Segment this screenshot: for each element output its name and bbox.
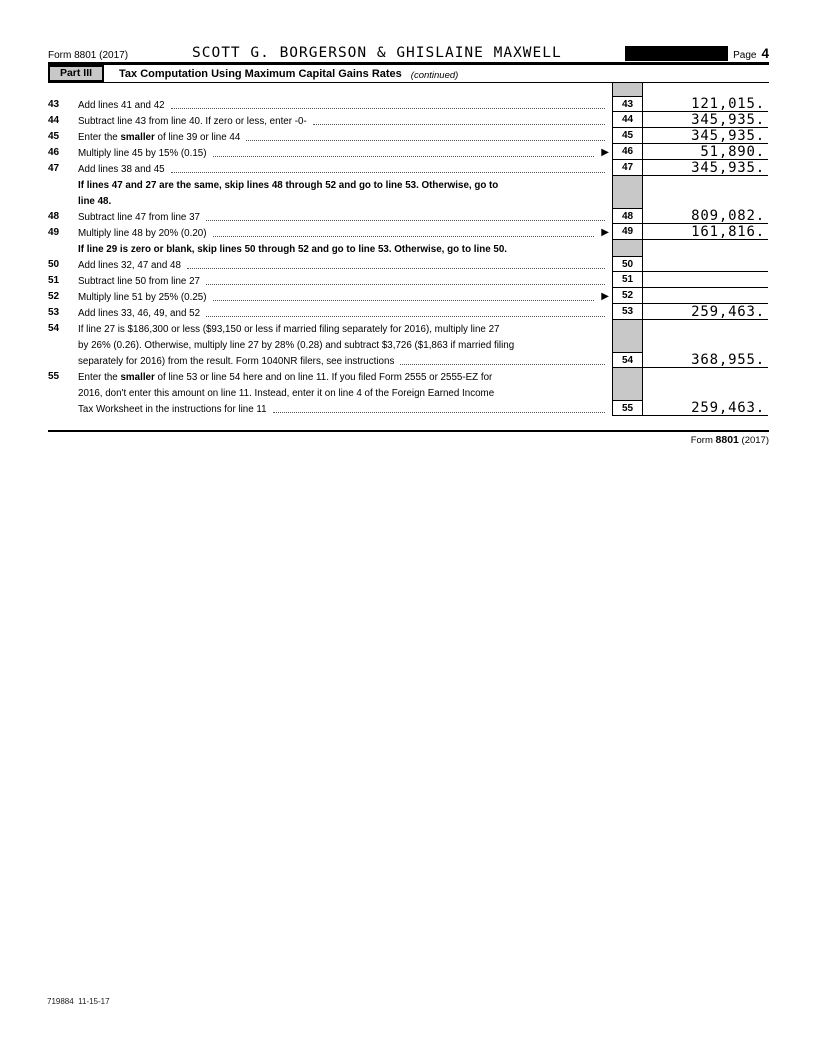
page-number: 4 bbox=[761, 46, 769, 61]
form-line-43 bbox=[45, 96, 768, 112]
line-description: If line 27 is $186,300 or less ($93,150 or less if married filing separately for 2016), multiply line 27 bbox=[78, 324, 500, 335]
amount-line-43: 121,015. bbox=[643, 96, 768, 112]
dotted-leader bbox=[171, 172, 605, 173]
dotted-leader bbox=[246, 140, 605, 141]
redaction-box bbox=[625, 46, 728, 61]
entry-box-number: 45 bbox=[612, 128, 643, 144]
part-iii-header bbox=[48, 65, 769, 83]
dotted-leader bbox=[313, 124, 605, 125]
right-arrow-icon: ▶ bbox=[601, 291, 609, 302]
line-description: Subtract line 43 from line 40. If zero or less, enter -0- bbox=[78, 116, 307, 127]
dotted-leader bbox=[206, 316, 605, 317]
dotted-leader bbox=[273, 412, 605, 413]
entry-box-number: 54 bbox=[612, 352, 643, 368]
form-line-54-text bbox=[45, 320, 768, 336]
line-description-bold: smaller bbox=[120, 132, 155, 143]
footer-form-label bbox=[691, 434, 769, 446]
line-number: 52 bbox=[48, 291, 60, 302]
form-line-44 bbox=[45, 112, 768, 128]
form-line-54 bbox=[45, 352, 768, 368]
form-line-51 bbox=[45, 272, 768, 288]
line-description: Add lines 41 and 42 bbox=[78, 100, 165, 111]
form-line-48 bbox=[45, 208, 768, 224]
entry-box-number: 50 bbox=[612, 256, 643, 272]
tax-computation-table bbox=[45, 83, 768, 416]
table-row bbox=[45, 83, 768, 96]
line-number: 47 bbox=[48, 163, 60, 174]
line-description: Subtract line 50 from line 27 bbox=[78, 276, 200, 287]
shaded-cell bbox=[612, 336, 643, 352]
amount-line-46: 51,890. bbox=[643, 144, 768, 160]
page-indicator bbox=[733, 46, 769, 61]
amount-line-52 bbox=[643, 288, 768, 304]
amount-line-55: 259,463. bbox=[643, 400, 768, 416]
form-line-46 bbox=[45, 144, 768, 160]
footer-rule bbox=[48, 430, 769, 432]
line-number: 48 bbox=[48, 211, 60, 222]
amount-line-45: 345,935. bbox=[643, 128, 768, 144]
amount-line-51 bbox=[643, 272, 768, 288]
line-description: Enter the bbox=[78, 132, 121, 143]
line-number: 55 bbox=[48, 371, 60, 382]
print-code: 719884 11-15-17 bbox=[47, 997, 110, 1006]
shaded-cell bbox=[612, 320, 643, 336]
form-line-54-text bbox=[45, 336, 768, 352]
dotted-leader bbox=[187, 268, 605, 269]
line-number: 44 bbox=[48, 115, 60, 126]
instruction-text: line 48. bbox=[78, 196, 112, 207]
form-line-45 bbox=[45, 128, 768, 144]
line-description: separately for 2016) from the result. Form 1040NR filers, see instructions bbox=[78, 356, 395, 367]
form-line-53 bbox=[45, 304, 768, 320]
dotted-leader bbox=[213, 156, 595, 157]
line-number: 49 bbox=[48, 227, 60, 238]
line-number: 43 bbox=[48, 99, 60, 110]
amount-line-53: 259,463. bbox=[643, 304, 768, 320]
line-description: of line 39 or line 44 bbox=[154, 132, 241, 143]
amount-line-54: 368,955. bbox=[643, 352, 768, 368]
instruction-text: If line 29 is zero or blank, skip lines 50 through 52 and go to line 53. Otherwise, go to line 50. bbox=[78, 244, 507, 255]
dotted-leader bbox=[400, 364, 605, 365]
line-description: Add lines 32, 47 and 48 bbox=[78, 260, 181, 271]
entry-box-number: 49 bbox=[612, 224, 643, 240]
entry-box-number: 52 bbox=[612, 288, 643, 304]
shaded-cell bbox=[612, 83, 643, 96]
line-number: 46 bbox=[48, 147, 60, 158]
instruction-row bbox=[45, 176, 768, 192]
line-number: 54 bbox=[48, 323, 60, 334]
form-id-label: Form 8801 (2017) bbox=[48, 50, 129, 61]
footer-form-number: 8801 bbox=[715, 434, 739, 446]
line-number: 53 bbox=[48, 307, 60, 318]
shaded-cell bbox=[612, 192, 643, 208]
entry-box-number: 48 bbox=[612, 208, 643, 224]
form-line-55 bbox=[45, 400, 768, 416]
line-number: 45 bbox=[48, 131, 60, 142]
entry-box-number: 44 bbox=[612, 112, 643, 128]
line-number: 50 bbox=[48, 259, 60, 270]
line-description: Multiply line 48 by 20% (0.20) bbox=[78, 228, 207, 239]
line-description: Tax Worksheet in the instructions for line 11 bbox=[78, 404, 267, 415]
form-line-47 bbox=[45, 160, 768, 176]
part-continued-note: (continued) bbox=[410, 70, 459, 81]
form-line-55-text bbox=[45, 368, 768, 384]
entry-box-number: 53 bbox=[612, 304, 643, 320]
right-arrow-icon: ▶ bbox=[601, 147, 609, 158]
shaded-cell bbox=[612, 240, 643, 256]
dotted-leader bbox=[171, 108, 605, 109]
entry-box-number: 47 bbox=[612, 160, 643, 176]
line-description: Enter the bbox=[78, 372, 121, 383]
amount-line-49: 161,816. bbox=[643, 224, 768, 240]
line-number: 51 bbox=[48, 275, 60, 286]
part-label-box: Part III bbox=[48, 65, 104, 82]
line-description: Subtract line 47 from line 37 bbox=[78, 212, 200, 223]
part-title: Tax Computation Using Maximum Capital Gains Rates bbox=[119, 67, 402, 80]
line-description: Add lines 33, 46, 49, and 52 bbox=[78, 308, 201, 319]
instruction-row bbox=[45, 192, 768, 208]
amount-line-47: 345,935. bbox=[643, 160, 768, 176]
form-line-55-text bbox=[45, 384, 768, 400]
dotted-leader bbox=[206, 284, 605, 285]
footer-form-year: (2017) bbox=[738, 435, 769, 446]
line-description-bold: smaller bbox=[120, 372, 155, 383]
instruction-text: If lines 47 and 27 are the same, skip lines 48 through 52 and go to line 53. Otherwise, go to bbox=[78, 180, 499, 191]
form-line-52 bbox=[45, 288, 768, 304]
line-description: Add lines 38 and 45 bbox=[78, 164, 165, 175]
form-line-50 bbox=[45, 256, 768, 272]
dotted-leader bbox=[206, 220, 605, 221]
line-description: Multiply line 51 by 25% (0.25) bbox=[78, 292, 207, 303]
entry-box-number: 55 bbox=[612, 400, 643, 416]
right-arrow-icon: ▶ bbox=[601, 227, 609, 238]
shaded-cell bbox=[612, 368, 643, 384]
form-line-49 bbox=[45, 224, 768, 240]
instruction-row bbox=[45, 240, 768, 256]
line-description: 2016, don't enter this amount on line 11. Instead, enter it on line 4 of the Foreign Earned Income bbox=[78, 388, 495, 399]
dotted-leader bbox=[213, 236, 595, 237]
shaded-cell bbox=[612, 176, 643, 192]
footer-form-word: Form bbox=[690, 435, 716, 446]
line-description: Multiply line 45 by 15% (0.15) bbox=[78, 148, 207, 159]
line-description: by 26% (0.26). Otherwise, multiply line 27 by 28% (0.28) and subtract $3,726 ($1,863 if married filing bbox=[78, 340, 515, 351]
amount-line-50 bbox=[643, 256, 768, 272]
dotted-leader bbox=[213, 300, 595, 301]
page-label: Page bbox=[733, 50, 757, 61]
entry-box-number: 46 bbox=[612, 144, 643, 160]
shaded-cell bbox=[612, 384, 643, 400]
taxpayer-name: SCOTT G. BORGERSON & GHISLAINE MAXWELL bbox=[192, 45, 562, 61]
line-description: of line 53 or line 54 here and on line 11. If you filed Form 2555 or 2555-EZ for bbox=[154, 372, 493, 383]
entry-box-number: 51 bbox=[612, 272, 643, 288]
amount-line-48: 809,082. bbox=[643, 208, 768, 224]
amount-line-44: 345,935. bbox=[643, 112, 768, 128]
entry-box-number: 43 bbox=[612, 96, 643, 112]
